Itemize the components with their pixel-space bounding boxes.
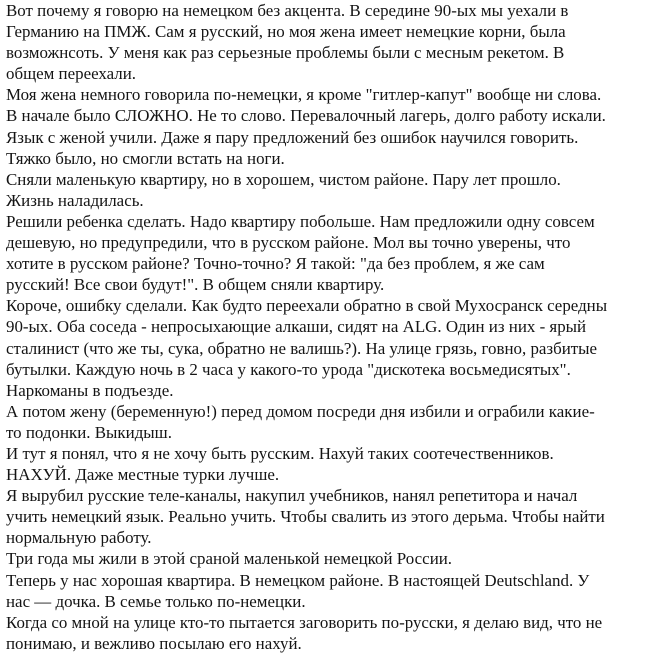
text-line: Теперь у нас хорошая квартира. В немецком районе. В настоящей Deutschland. У	[6, 570, 590, 590]
text-line: Когда со мной на улице кто-то пытается заговорить по-русски, я делаю вид, что не	[6, 612, 603, 632]
document-body	[6, 0, 657, 654]
text-line: Жизнь наладилась.	[6, 190, 144, 210]
text-line: И тут я понял, что я не хочу быть русским. Нахуй таких соотечественников.	[6, 443, 554, 463]
text-line: то подонки. Выкидыш.	[6, 422, 172, 442]
text-line: Язык с женой учили. Даже я пару предложений без ошибок научился говорить.	[6, 127, 579, 147]
text-line: понимаю, и вежливо посылаю его нахуй.	[6, 633, 302, 653]
text-line: возможнсоть. У меня как раз серьезные проблемы были с месным рекетом. В	[6, 43, 565, 63]
text-line: НАХУЙ. Даже местные турки лучше.	[6, 465, 280, 485]
text-line: русский! Все свои будут!". В общем сняли квартиру.	[6, 275, 385, 295]
text-line: бутылки. Каждую ночь в 2 часа у какого-то урода "дискотека восьмедисятых".	[6, 359, 571, 379]
text-line: В начале было СЛОЖНО. Не то слово. Перевалочный лагерь, долго работу искали.	[6, 106, 606, 126]
text-line: Решили ребенка сделать. Надо квартиру побольше. Нам предложили одну совсем	[6, 211, 595, 231]
text-line: дешевую, но предупредили, что в русском районе. Мол вы точно уверены, что	[6, 233, 571, 253]
text-line: Моя жена немного говорила по-немецки, я кроме "гитлер-капут" вообще ни слова.	[6, 85, 602, 105]
text-line: общем переехали.	[6, 64, 137, 84]
text-line: А потом жену (беременную!) перед домом посреди дня избили и ограбили какие-	[6, 401, 595, 421]
text-line: Короче, ошибку сделали. Как будто переехали обратно в свой Мухосранск середны	[6, 296, 608, 316]
text-line: Тяжко было, но смогли встать на ноги.	[6, 148, 285, 168]
text-line: нормальную работу.	[6, 528, 152, 548]
text-line: Я вырубил русские теле-каналы, накупил учебников, нанял репетитора и начал	[6, 486, 578, 506]
text-line: 90-ых. Оба соседа - непросыхающие алкаши, сидят на ALG. Один из них - ярый	[6, 317, 587, 337]
text-line: Вот почему я говорю на немецком без акцента. В середине 90-ых мы уехали в	[6, 1, 569, 20]
text-line: Сняли маленькую квартиру, но в хорошем, чистом районе. Пару лет прошло.	[6, 169, 561, 189]
text-line: Германию на ПМЖ. Сам я русский, но моя жена имеет немецкие корни, была	[6, 22, 566, 42]
text-line: Три года мы жили в этой сраной маленькой немецкой России.	[6, 549, 453, 569]
text-line: нас — дочка. В семье только по-немецки.	[6, 591, 306, 611]
text-line: хотите в русском районе? Точно-точно? Я такой: "да без проблем, я же сам	[6, 254, 545, 274]
text-line: сталинист (что же ты, сука, обратно не валишь?). На улице грязь, говно, разбитые	[6, 338, 598, 358]
text-line: учить немецкий язык. Реально учить. Чтобы свалить из этого дерьма. Чтобы найти	[6, 507, 605, 527]
text-line: Наркоманы в подъезде.	[6, 380, 174, 400]
